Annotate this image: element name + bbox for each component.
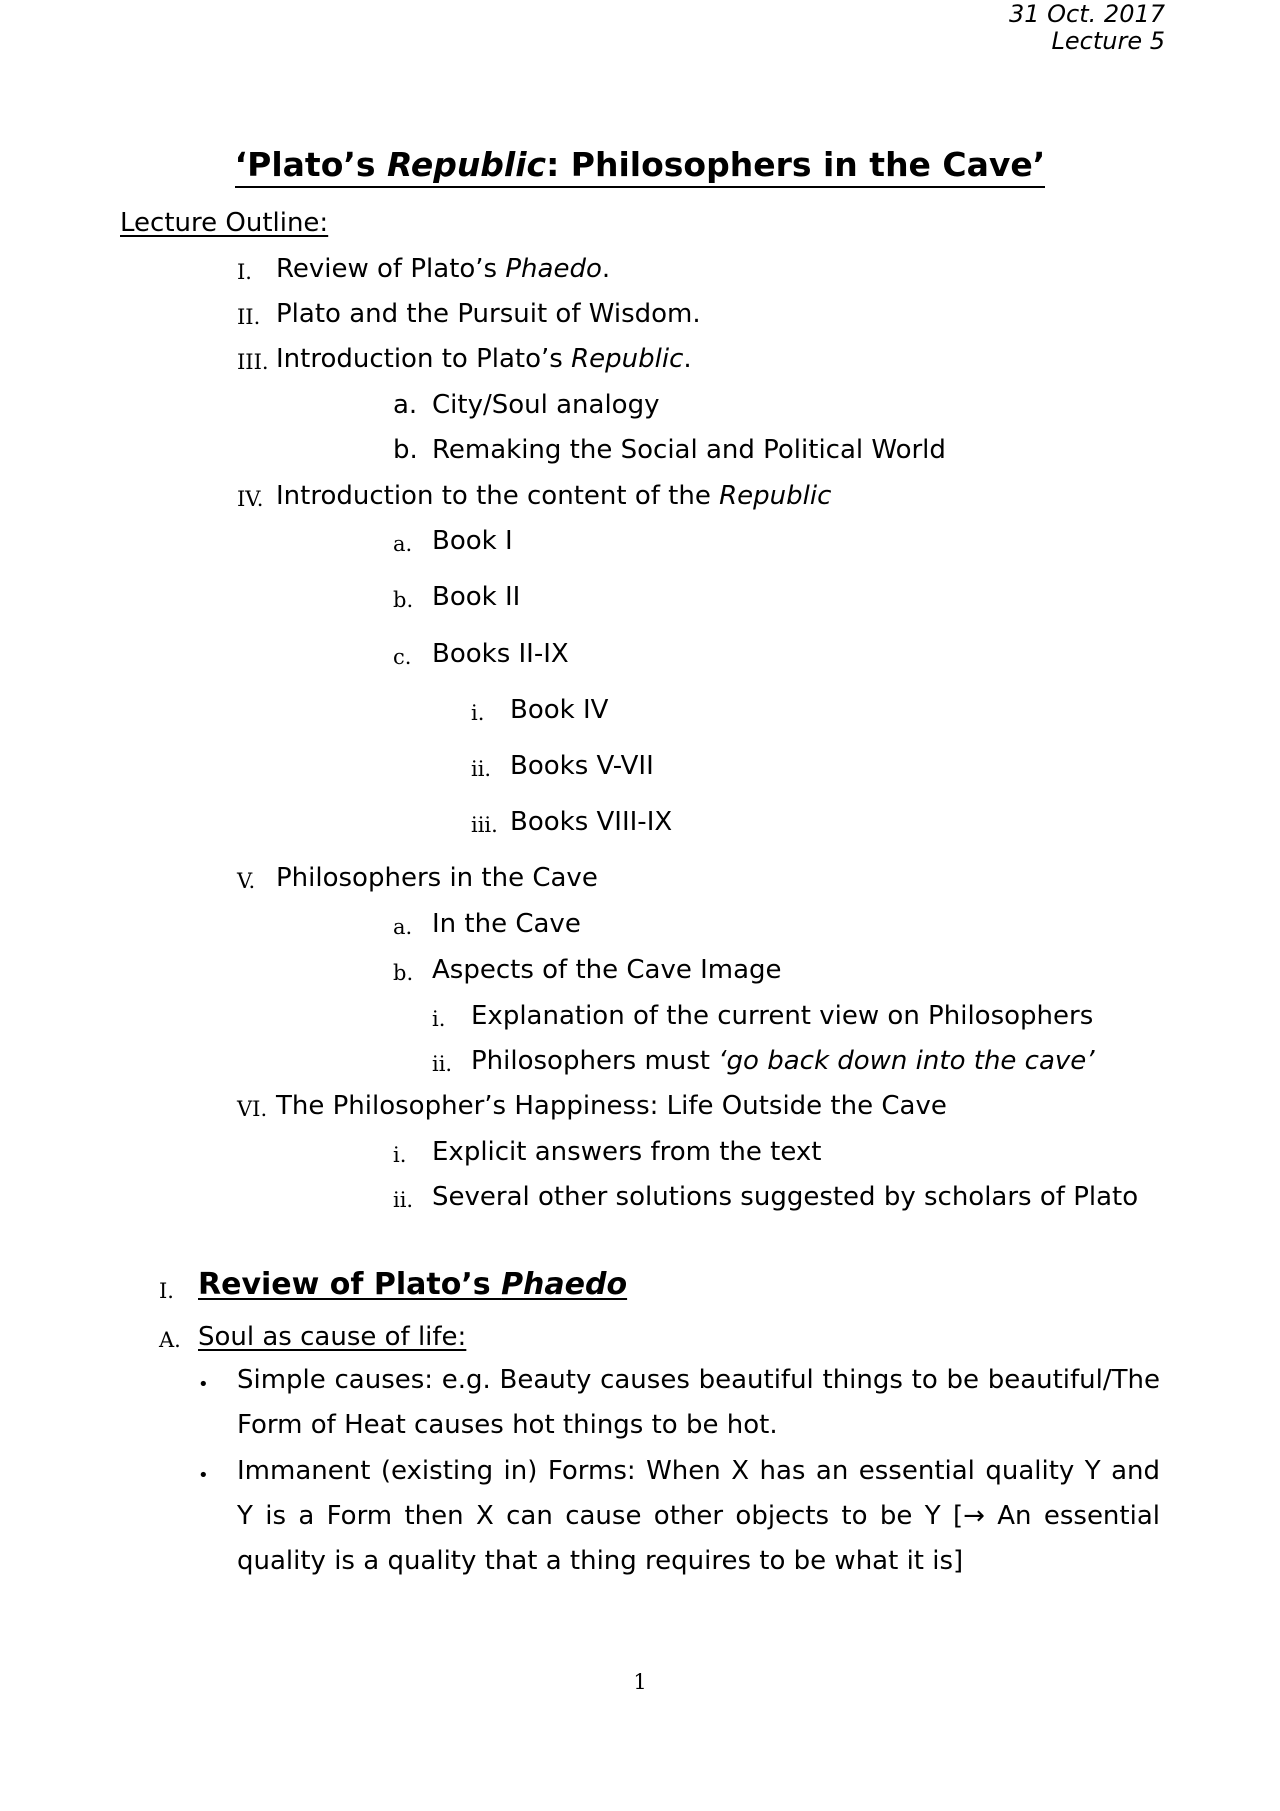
- subsection-label: Soul as cause of life:: [198, 1322, 467, 1352]
- outline-item: The Philosopher’s Happiness: Life Outside the Cave: [276, 1091, 947, 1121]
- outline-subsub-marker: i.: [432, 1007, 446, 1031]
- outline-sub-item: Explicit answers from the text: [432, 1137, 822, 1167]
- outline-numeral: I.: [237, 260, 252, 284]
- outline-numeral: V.: [237, 869, 256, 893]
- outline-subsub-item: Book IV: [510, 695, 609, 725]
- bullet-text: Immanent (existing in) Forms: When X has an essential quality Y and Y is a Form then X can cause other objects to be Y [→ An essential quality is a quality that a thing requires to be what it is]: [237, 1456, 1160, 1576]
- outline-sub-marker: a.: [393, 532, 413, 556]
- bullet-icon: •: [198, 1374, 209, 1395]
- bullet-text: Simple causes: e.g. Beauty causes beautiful things to be beautiful/The Form of Heat causes hot things to be hot.: [237, 1365, 1160, 1440]
- outline-subsub-item: Explanation of the current view on Philosophers: [471, 1001, 1094, 1031]
- header-date: 31 Oct. 2017: [1009, 0, 1165, 28]
- outline-sub-item: In the Cave: [432, 909, 581, 939]
- header-lecture: Lecture 5: [1051, 27, 1165, 55]
- outline-item: Philosophers in the Cave: [276, 863, 598, 893]
- outline-subsub-item: Books VIII-IX: [510, 807, 673, 837]
- bullet-icon: •: [198, 1465, 209, 1486]
- outline-numeral: VI.: [237, 1097, 268, 1121]
- outline-sub-item: Books II-IX: [432, 639, 569, 669]
- outline-sub-item: Book II: [432, 582, 521, 612]
- outline-sub-item: Several other solutions suggested by scholars of Plato: [432, 1182, 1139, 1212]
- outline-sub-marker: i.: [393, 1143, 407, 1167]
- outline-sub-marker: a.: [393, 915, 413, 939]
- outline-sub-item: Book I: [432, 526, 513, 556]
- outline-sub-item: City/Soul analogy: [432, 390, 660, 420]
- outline-subsub-marker: iii.: [471, 813, 498, 837]
- outline-item: Plato and the Pursuit of Wisdom.: [276, 299, 701, 329]
- outline-sub-marker: a.: [393, 390, 418, 420]
- outline-sub-marker: b.: [393, 961, 414, 985]
- section-numeral: I.: [159, 1279, 174, 1303]
- outline-sub-marker: b.: [393, 588, 414, 612]
- outline-label: Lecture Outline:: [120, 208, 329, 238]
- page-title: ‘Plato’s Republic: Philosophers in the Cave’: [0, 145, 1280, 184]
- outline-sub-marker: b.: [393, 435, 418, 465]
- section-heading: Review of Plato’s Phaedo: [198, 1267, 628, 1302]
- outline-sub-marker: ii.: [393, 1188, 414, 1212]
- outline-subsub-marker: ii.: [432, 1052, 453, 1076]
- outline-item: Introduction to the content of the Republic: [276, 481, 832, 511]
- outline-subsub-marker: i.: [471, 701, 485, 725]
- outline-sub-item: Remaking the Social and Political World: [432, 435, 946, 465]
- outline-sub-item: Aspects of the Cave Image: [432, 955, 782, 985]
- outline-numeral: IV.: [237, 487, 264, 511]
- outline-subsub-item: Books V-VII: [510, 751, 654, 781]
- page-number: 1: [633, 1670, 647, 1694]
- outline-subsub-marker: ii.: [471, 757, 492, 781]
- outline-subsub-item: Philosophers must ‘go back down into the cave’: [471, 1046, 1095, 1076]
- subsection-marker: A.: [159, 1328, 181, 1352]
- outline-numeral: III.: [237, 350, 269, 374]
- outline-numeral: II.: [237, 305, 261, 329]
- outline-item: Introduction to Plato’s Republic.: [276, 344, 692, 374]
- outline-sub-marker: c.: [393, 645, 412, 669]
- outline-item: Review of Plato’s Phaedo.: [276, 254, 611, 284]
